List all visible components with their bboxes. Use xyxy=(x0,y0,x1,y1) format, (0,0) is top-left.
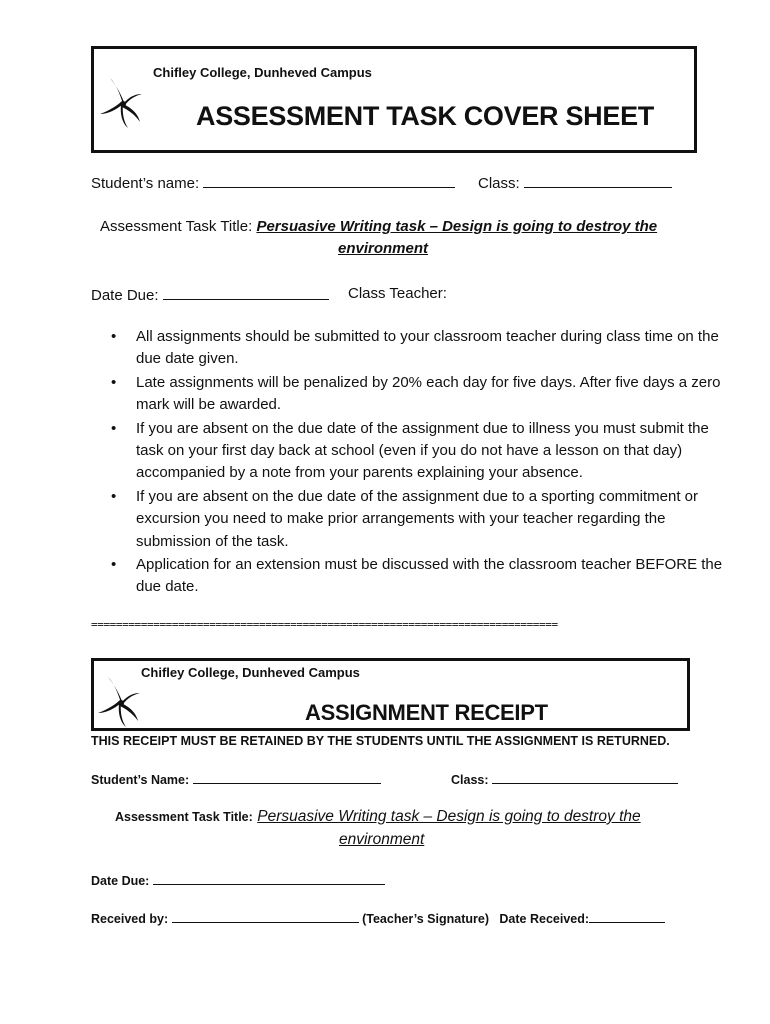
cover-task-title-row xyxy=(100,218,657,235)
cover-task-title-label: Assessment Task Title: xyxy=(100,218,253,235)
rule-item: • Late assignments will be penalized by 20% each day for five days. After five days a zero mark will be awarded. xyxy=(136,372,726,417)
receipt-teacher-signature-field[interactable] xyxy=(172,910,359,923)
rule-item: • All assignments should be submitted to your classroom teacher during class time on the due date given. xyxy=(136,326,726,371)
receipt-date-due-row xyxy=(91,872,385,888)
receipt-students-name-field[interactable] xyxy=(193,771,381,784)
receipt-task-title-row xyxy=(115,808,641,826)
receipt-teacher-signature-label: (Teacher’s Signature) xyxy=(362,912,489,926)
receipt-task-title-line2: environment xyxy=(339,831,425,848)
receipt-received-row xyxy=(91,910,665,926)
cover-students-name-label: Student’s name: xyxy=(91,175,200,192)
cover-task-title-line1: Persuasive Writing task – Design is going to destroy the xyxy=(256,218,658,235)
cover-date-due-field[interactable] xyxy=(163,285,329,300)
cover-campus-name: Chifley College, Dunheved Campus xyxy=(153,65,372,80)
cover-header-box xyxy=(91,46,697,153)
receipt-class-row xyxy=(451,771,678,787)
college-logo-icon xyxy=(94,673,148,731)
receipt-students-name-label: Student’s Name: xyxy=(91,773,190,787)
college-logo-icon xyxy=(96,74,150,132)
receipt-date-due-label: Date Due: xyxy=(91,874,150,888)
rule-item: • Application for an extension must be discussed with the classroom teacher BEFORE the due date. xyxy=(136,554,726,599)
cover-class-label: Class: xyxy=(478,175,520,192)
cover-student-name-row xyxy=(91,173,455,192)
cover-students-name-field[interactable] xyxy=(203,173,455,188)
receipt-campus-name: Chifley College, Dunheved Campus xyxy=(141,665,360,680)
receipt-class-field[interactable] xyxy=(492,771,678,784)
cover-title: ASSESSMENT TASK COVER SHEET xyxy=(196,101,654,131)
receipt-task-title-line1: Persuasive Writing task – Design is going to destroy the xyxy=(257,808,641,825)
receipt-notice: THIS RECEIPT MUST BE RETAINED BY THE STUDENTS UNTIL THE ASSIGNMENT IS RETURNED. xyxy=(91,734,670,748)
cover-date-due-label: Date Due: xyxy=(91,287,159,304)
cut-line-separator: =========================================================================== xyxy=(91,618,558,631)
rule-item: • If you are absent on the due date of the assignment due to a sporting commitment or excursion you need to make prior arrangements with your teacher regarding the submission of the task. xyxy=(136,486,726,553)
receipt-date-received-label: Date Received: xyxy=(499,912,590,926)
submission-rules-list xyxy=(100,326,726,600)
cover-class-field[interactable] xyxy=(524,173,672,188)
cover-class-teacher-label: Class Teacher: xyxy=(348,285,447,302)
cover-date-due-row xyxy=(91,285,329,304)
receipt-date-due-field[interactable] xyxy=(153,872,385,885)
receipt-class-label: Class: xyxy=(451,773,489,787)
receipt-student-name-row xyxy=(91,771,381,787)
receipt-title: ASSIGNMENT RECEIPT xyxy=(305,700,548,725)
receipt-task-title-label: Assessment Task Title: xyxy=(115,810,253,824)
receipt-date-received-field[interactable] xyxy=(589,910,665,923)
cover-task-title-line2: environment xyxy=(338,240,429,257)
rule-item: • If you are absent on the due date of the assignment due to illness you must submit the task on your first day back at school (even if you do not have a lesson on that day) accompanied by a note from your parents explaining your absence. xyxy=(136,418,726,485)
cover-class-row xyxy=(478,173,672,192)
receipt-received-by-label: Received by: xyxy=(91,912,169,926)
